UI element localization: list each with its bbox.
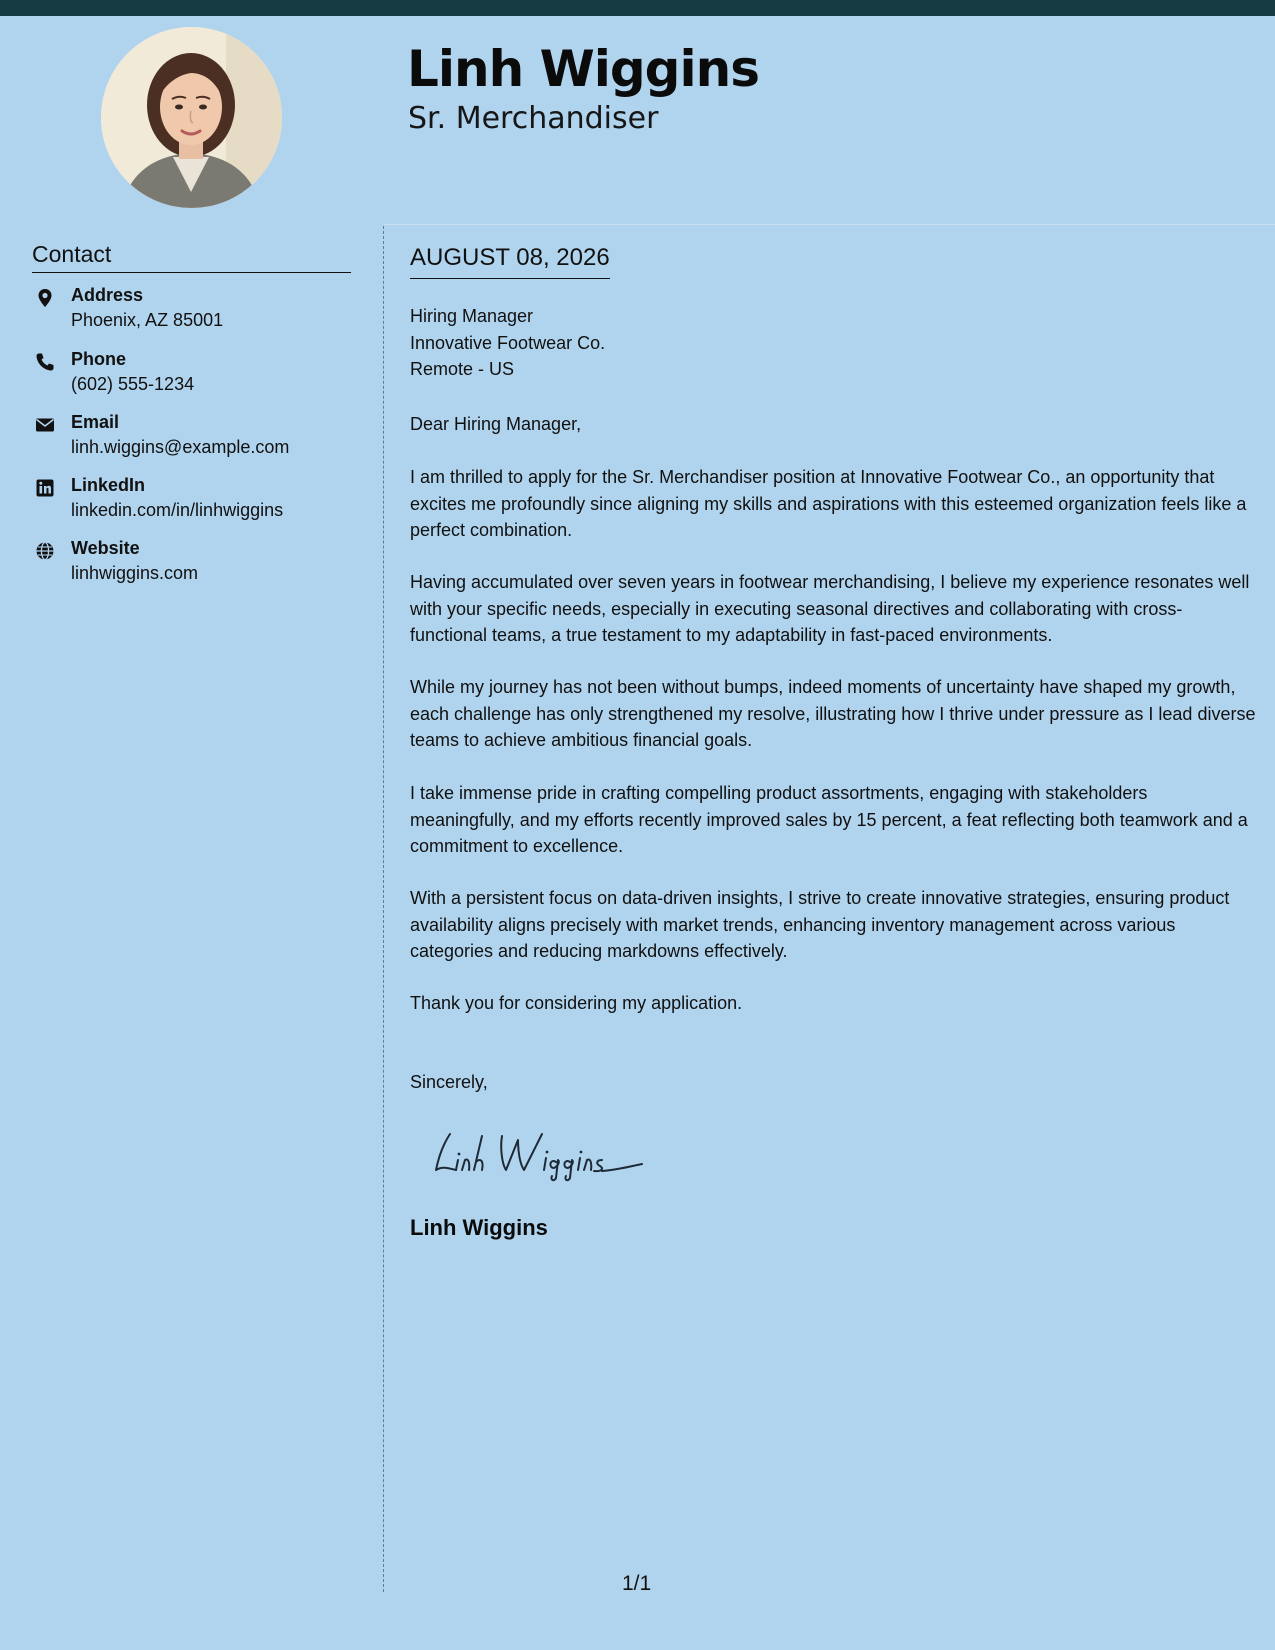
paragraph-text: With a persistent focus on data-driven insights, I strive to create innovative strategies, ensuring product availability aligns precisely with market trends, enhancing inventory management across various categories and reducing markdowns effectively. [410,888,1230,961]
recipient-line: Remote - US [410,359,515,379]
recipient-line: Innovative Footwear Co. [410,332,606,353]
paragraph-text: Having accumulated over seven years in footwear merchandising, I believe my experience resonates well with your specific needs, especially in executing seasonal directives and collaborating with cross-functional teams, a true testament to my adaptability in fast-paced environments. [410,572,1250,645]
letter-paragraph [410,464,1256,544]
salutation [410,411,1256,438]
address-value: Phoenix, AZ 85001 [71,310,224,330]
contact-item-address [32,285,362,337]
paragraph-text: I am thrilled to apply for the Sr. Merchandiser position at Innovative Footwear Co., an opportunity that excites me profoundly since aligning my skills and aspirations with this esteemed organization feels like a perfect combination. [410,467,1247,540]
header-divider [384,224,1275,225]
salutation-text: Dear Hiring Manager, [410,414,582,434]
contact-label: Website [71,538,140,558]
page-number: 1/1 [622,1572,652,1595]
column-divider [383,226,384,1592]
map-pin-icon [35,288,55,308]
contact-item-phone [32,349,362,401]
signer-name: Linh Wiggins [410,1215,548,1240]
linkedin-value[interactable]: linkedin.com/in/linhwiggins [71,500,284,520]
closing-line [410,990,1256,1017]
contact-label: Address [71,285,144,305]
phone-value: (602) 555-1234 [71,374,195,394]
letter-paragraph [410,674,1256,754]
contact-item-website [32,538,362,590]
envelope-icon [35,415,55,435]
paragraph-text: I take immense pride in crafting compelling product assortments, engaging with stakeholders meaningfully, and my efforts recently improved sales by 15 percent, a feat reflecting both teamwork and a commitment to excellence. [410,783,1248,856]
letter-paragraph [410,885,1256,965]
sign-off-text: Sincerely, [410,1072,488,1092]
handwritten-signature [432,1126,652,1182]
profile-photo [101,27,282,208]
recipient-line: Hiring Manager [410,306,534,326]
top-accent-bar [0,0,1275,16]
website-value[interactable]: linhwiggins.com [71,563,199,583]
sign-off [410,1069,1256,1096]
closing-line-text: Thank you for considering my application. [410,993,743,1013]
letter-date: AUGUST 08, 2026 [410,244,610,279]
email-value[interactable]: linh.wiggins@example.com [71,437,290,457]
candidate-name: Linh Wiggins [407,40,759,98]
recipient-block [410,303,605,383]
contact-label: Email [71,412,120,432]
contact-label: LinkedIn [71,475,146,495]
paragraph-text: While my journey has not been without bumps, indeed moments of uncertainty have shaped my growth, each challenge has only strengthened my resolve, illustrating how I thrive under pressure as I lead diverse teams to achieve ambitious financial goals. [410,677,1256,750]
contact-heading: Contact [32,241,351,273]
candidate-title: Sr. Merchandiser [408,101,659,136]
letter-paragraph [410,780,1256,860]
contact-item-linkedin [32,475,362,527]
contact-item-email [32,412,362,464]
globe-icon [35,541,55,561]
linkedin-icon [35,478,55,498]
phone-icon [35,352,55,372]
contact-label: Phone [71,349,127,369]
letter-paragraph [410,569,1256,649]
